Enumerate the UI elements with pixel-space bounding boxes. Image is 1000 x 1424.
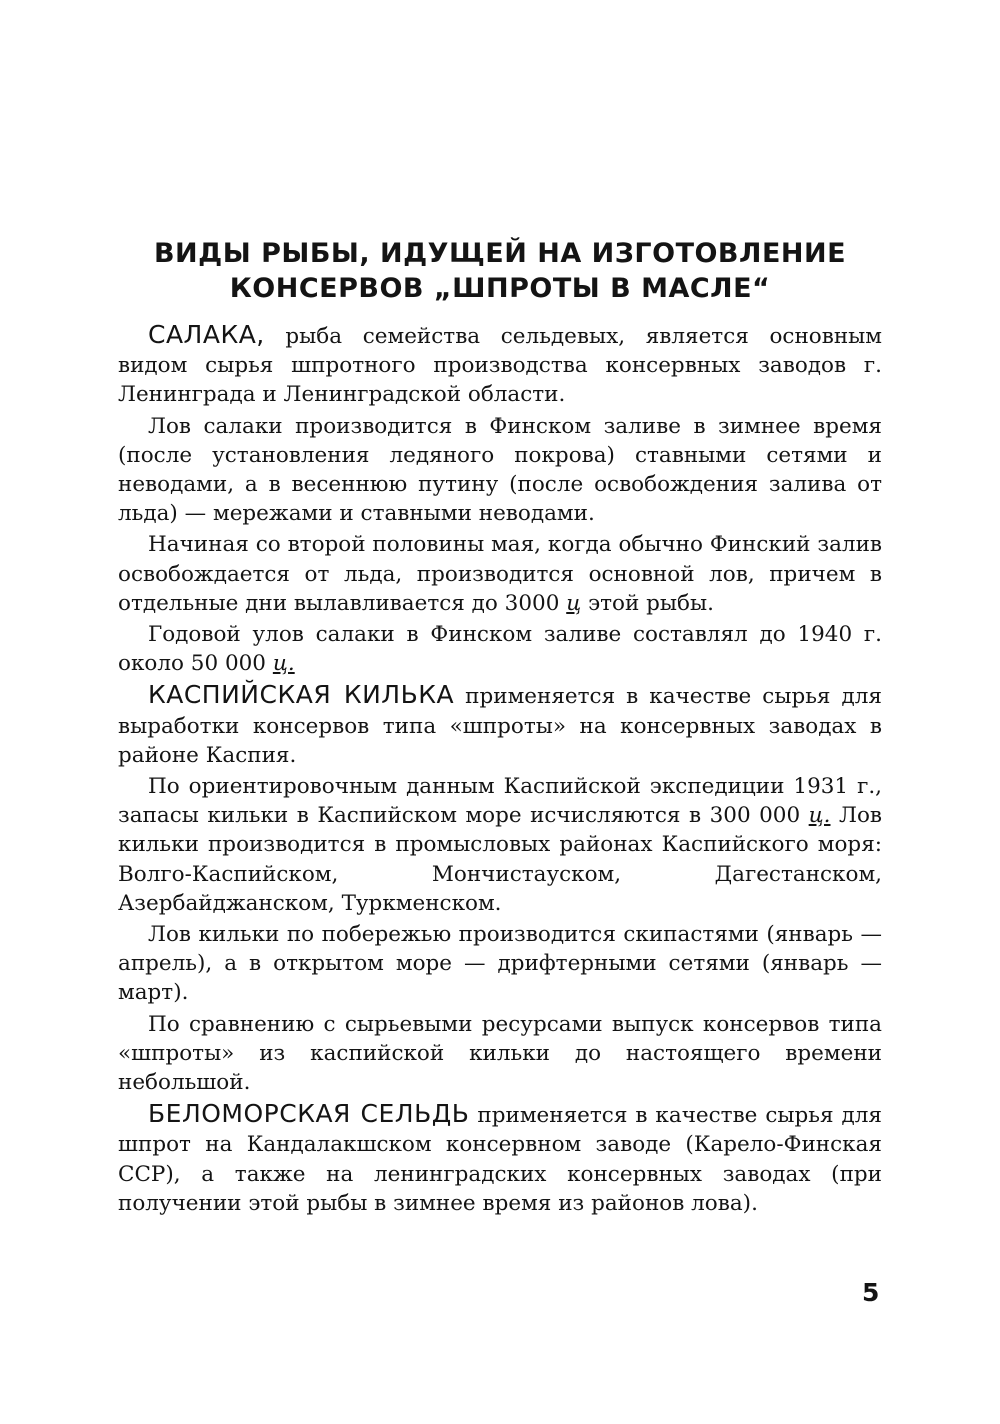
page-title bbox=[118, 236, 882, 306]
kilka-paragraph-3: Лов кильки по побережью производится скипастями (январь — апрель), а в открытом море — дрифтерными сетями (январь — март). bbox=[118, 922, 882, 1006]
salaka-text-3: Начиная со второй половины мая, когда обычно Финский залив освобождается от льда, производится основной лов, причем в отдельные дни вылавливается до 3000 bbox=[118, 532, 882, 616]
page-number: 5 bbox=[862, 1278, 880, 1307]
selyod-text-1: применяется в качестве сырья для шпрот на Кандалакшском консервном заводе (Карело-Финская ССР), а также на ленинградских консервных заводах (при получении этой рыбы в зимнее время из районов лова). bbox=[118, 1103, 882, 1216]
kilka-heading: КАСПИЙСКАЯ КИЛЬКА bbox=[148, 680, 455, 710]
kilka-unit-2: ц. bbox=[808, 803, 831, 829]
selyod-heading: БЕЛОМОРСКАЯ СЕЛЬДЬ bbox=[148, 1099, 470, 1129]
salaka-text-4: Годовой улов салаки в Финском заливе составлял до 1940 г. около 50 000 bbox=[118, 622, 882, 677]
kilka-paragraph-2 bbox=[118, 772, 882, 918]
salaka-heading: САЛАКА, bbox=[148, 320, 265, 349]
title-line-2: КОНСЕРВОВ „ШПРОТЫ В МАСЛЕ“ bbox=[229, 273, 771, 304]
salaka-paragraph-1 bbox=[118, 320, 882, 410]
kilka-paragraph-1 bbox=[118, 680, 882, 770]
selyod-paragraph-1 bbox=[118, 1099, 882, 1218]
kilka-text-2-end: Лов кильки производится в промысловых районах Каспийского моря: Волго-Каспийском, Мончистауском, Дагестанском, Азербайджанском, Туркменском. bbox=[118, 803, 882, 916]
salaka-text-3-end: этой рыбы. bbox=[588, 590, 714, 616]
salaka-text-1: рыба семейства сельдевых, является основным видом сырья шпротного производства консервных заводов г. Ленинграда и Ленинградской области. bbox=[118, 324, 882, 408]
salaka-unit-3: ц bbox=[566, 590, 582, 616]
kilka-text-1: применяется в качестве сырья для выработки консервов типа «шпроты» на консервных заводах в районе Каспия. bbox=[118, 684, 882, 768]
salaka-unit-4: ц. bbox=[272, 651, 295, 677]
kilka-paragraph-4: По сравнению с сырьевыми ресурсами выпуск консервов типа «шпроты» из каспийской кильки до настоящего времени небольшой. bbox=[118, 1011, 882, 1096]
salaka-paragraph-2: Лов салаки производится в Финском заливе в зимнее время (после установления ледяного покрова) ставными сетями и неводами, а в весеннюю путину (после освобождения залива от льда) — мережами и ставными неводами. bbox=[118, 413, 882, 527]
kilka-text-2: По ориентировочным данным Каспийской экспедиции 1931 г., запасы кильки в Каспийском море исчисляются в 300 000 bbox=[118, 774, 882, 829]
salaka-paragraph-3 bbox=[118, 530, 882, 618]
document-page bbox=[118, 236, 882, 1220]
salaka-paragraph-4 bbox=[118, 620, 882, 678]
title-line-1: ВИДЫ РЫБЫ, ИДУЩЕЙ НА ИЗГОТОВЛЕНИЕ bbox=[153, 238, 847, 269]
